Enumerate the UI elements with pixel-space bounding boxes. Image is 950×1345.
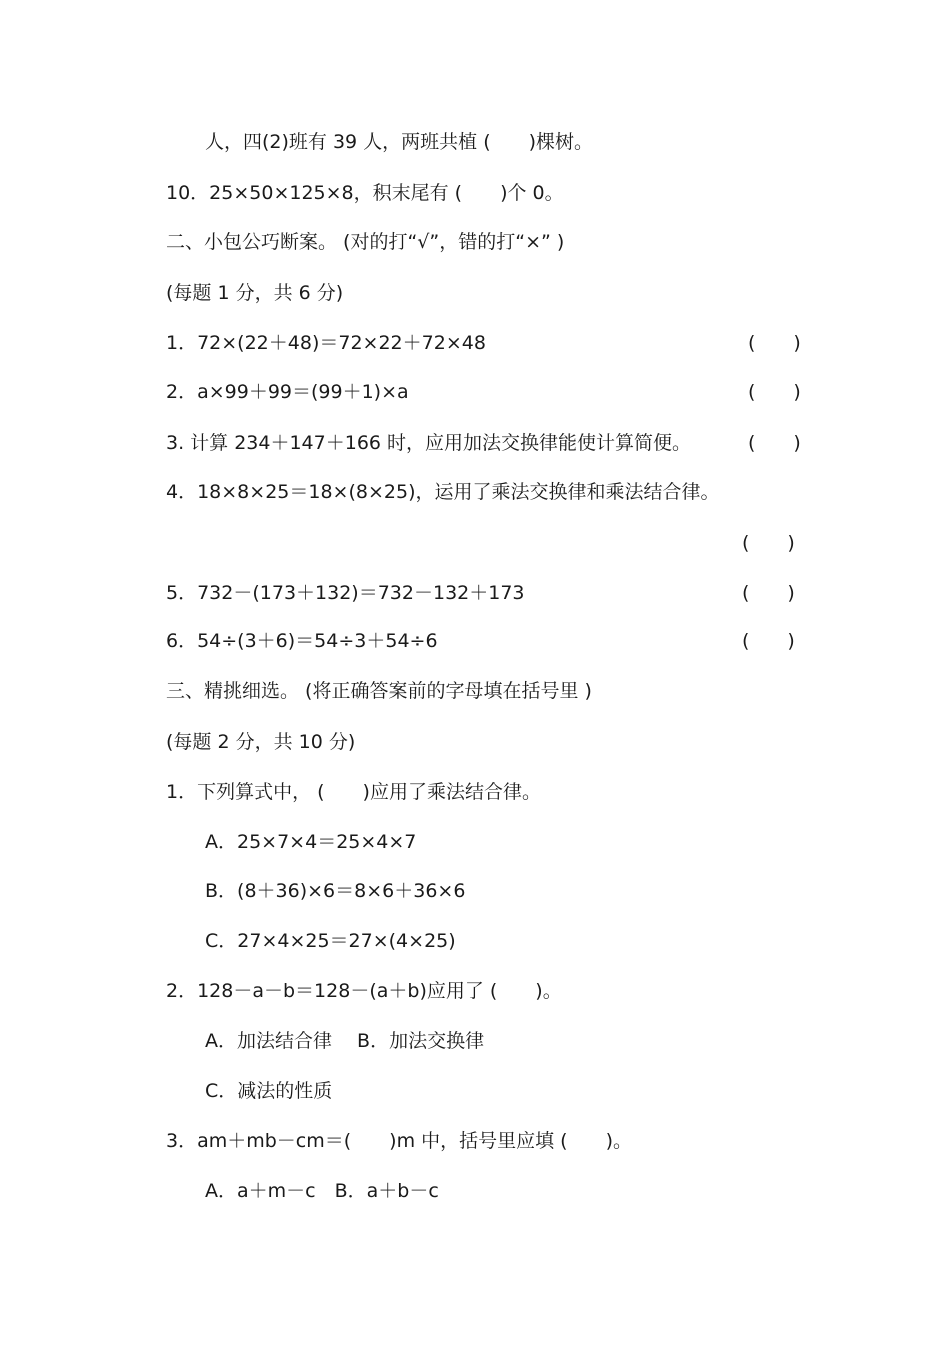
choice-q1-option-c: C．27×4×25＝27×(4×25)	[205, 930, 456, 952]
section-2-heading: 二、小包公巧断案。 (对的打“√”，错的打“×” )	[166, 231, 565, 253]
answer-bracket-3[interactable]: ( )	[748, 432, 801, 454]
section-3-heading: 三、精挑细选。 (将正确答案前的字母填在括号里 )	[166, 680, 592, 702]
answer-bracket-5[interactable]: ( )	[742, 582, 795, 604]
answer-bracket-6[interactable]: ( )	[742, 630, 795, 652]
judge-q2: 2．a×99＋99＝(99＋1)×a	[166, 381, 409, 403]
answer-bracket-1[interactable]: ( )	[748, 332, 801, 354]
judge-q3: 3. 计算 234＋147＋166 时，应用加法交换律能使计算简便。	[166, 432, 692, 454]
choice-q3: 3．am＋mb－cm＝( )m 中，括号里应填 ( )。	[166, 1130, 633, 1152]
judge-q1: 1．72×(22＋48)＝72×22＋72×48	[166, 332, 486, 354]
choice-q3-options-ab: A．a＋m－c B．a＋b－c	[205, 1180, 439, 1202]
choice-q1-option-a: A．25×7×4＝25×4×7	[205, 831, 417, 853]
judge-q4: 4．18×8×25＝18×(8×25)，运用了乘法交换律和乘法结合律。	[166, 481, 720, 503]
section-2-scoring: (每题 1 分，共 6 分)	[166, 282, 344, 304]
answer-bracket-4[interactable]: ( )	[742, 532, 795, 554]
answer-bracket-2[interactable]: ( )	[748, 381, 801, 403]
choice-q2: 2．128－a－b＝128－(a＋b)应用了 ( )。	[166, 980, 562, 1002]
choice-q1: 1．下列算式中， ( )应用了乘法结合律。	[166, 781, 541, 803]
section-3-scoring: (每题 2 分，共 10 分)	[166, 731, 356, 753]
choice-q2-options-ab: A．加法结合律 B．加法交换律	[205, 1030, 485, 1052]
judge-q5: 5．732－(173＋132)＝732－132＋173	[166, 582, 525, 604]
choice-q1-option-b: B．(8＋36)×6＝8×6＋36×6	[205, 880, 466, 902]
q9-continuation: 人，四(2)班有 39 人，两班共植 ( )棵树。	[205, 131, 594, 153]
judge-q6: 6．54÷(3＋6)＝54÷3＋54÷6	[166, 630, 438, 652]
fill-q10: 10．25×50×125×8，积末尾有 ( )个 0。	[166, 182, 564, 204]
choice-q2-option-c: C．减法的性质	[205, 1080, 333, 1102]
